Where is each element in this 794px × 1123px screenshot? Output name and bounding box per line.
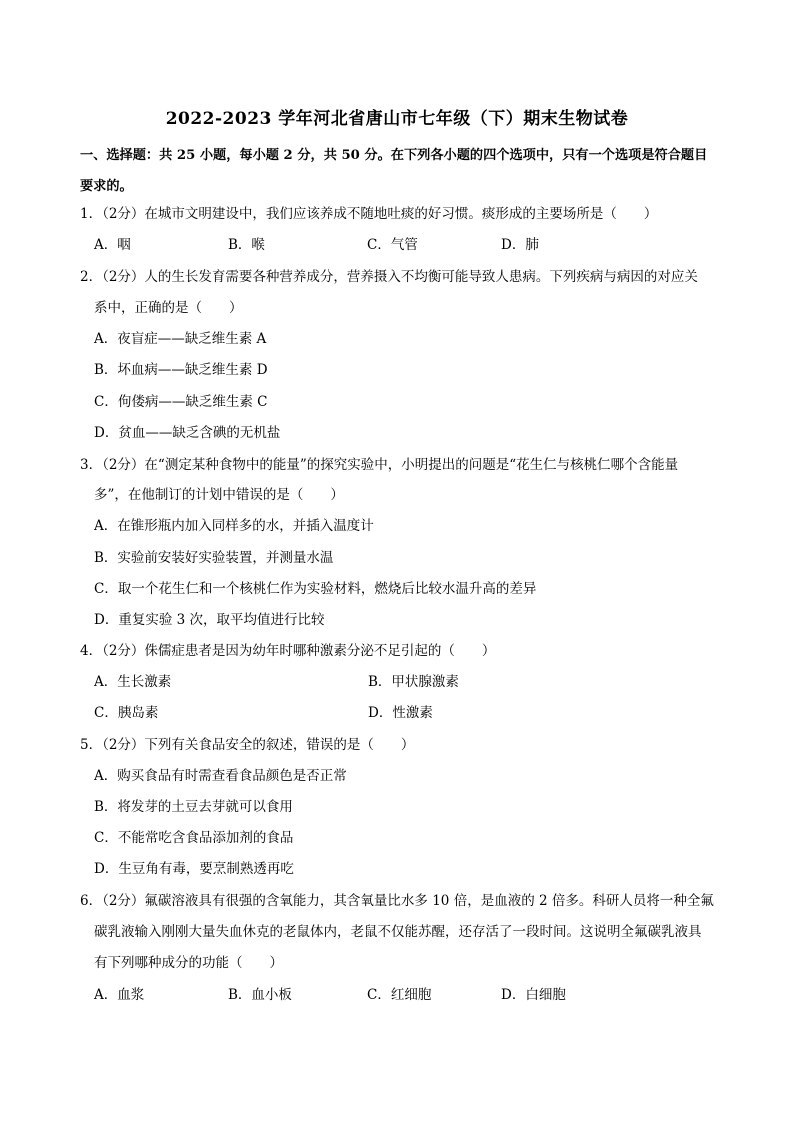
question-2-text-line-2: 系中，正确的是（ ） [94, 300, 243, 316]
question-1-option-d: D．肺 [501, 237, 539, 253]
question-6-text-line-1: 6．（2分）氟碳溶液具有很强的含氧能力，其含氧量比水多 10 倍，是血液的 2 倍多。科研人员将一种全氟 [80, 893, 714, 909]
question-6-text-line-2: 碳乳液输入刚刚大量失血休克的老鼠体内，老鼠不仅能苏醒，还存活了一段时间。这说明全氟碳乳液具 [94, 924, 702, 940]
exam-title: 2022-2023 学年河北省唐山市七年级（下）期末生物试卷 [165, 109, 629, 129]
question-3-option-c: C．取一个花生仁和一个核桃仁作为实验材料，燃烧后比较水温升高的差异 [94, 581, 537, 597]
question-6-text-line-3: 有下列哪种成分的功能（ ） [94, 955, 283, 971]
question-4-option-c: C．胰岛素 [94, 705, 159, 721]
question-3-option-d: D．重复实验 3 次，取平均值进行比较 [94, 612, 325, 628]
question-2-text-line-1: 2．（2分）人的生长发育需要各种营养成分，营养摄入不均衡可能导致人患病。下列疾病与病因的对应关 [80, 269, 698, 285]
question-5-option-d: D．生豆角有毒，要烹制熟透再吃 [94, 861, 294, 877]
question-4-option-a: A．生长激素 [94, 674, 172, 690]
question-4-text: 4．（2分）侏儒症患者是因为幼年时哪种激素分泌不足引起的（ ） [80, 643, 496, 659]
question-2-option-a: A．夜盲症——缺乏维生素 A [94, 331, 267, 347]
question-5-option-b: B．将发芽的土豆去芽就可以食用 [94, 799, 293, 815]
question-1-option-b: B．喉 [228, 237, 265, 253]
question-3-text-line-1: 3．（2分）在“测定某种食物中的能量”的探究实验中，小明提出的问题是“花生仁与核桃仁哪个含能量 [80, 457, 679, 473]
question-6-option-b: B．血小板 [228, 987, 292, 1003]
question-3-option-a: A．在锥形瓶内加入同样多的水，并插入温度计 [94, 518, 374, 534]
question-1-text: 1．（2分）在城市文明建设中，我们应该养成不随地吐痰的好习惯。痰形成的主要场所是（ ） [80, 206, 658, 222]
question-1-option-a: A．咽 [94, 237, 131, 253]
question-2-option-b: B．坏血病——缺乏维生素 D [94, 362, 268, 378]
question-6-option-d: D．白细胞 [501, 987, 566, 1003]
question-4-option-b: B．甲状腺激素 [368, 674, 459, 690]
question-5-option-c: C．不能常吃含食品添加剂的食品 [94, 830, 294, 846]
question-4-option-d: D．性激素 [368, 705, 433, 721]
question-3-text-line-2: 多”，在他制订的计划中错误的是（ ） [94, 487, 344, 503]
question-6-option-c: C．红细胞 [367, 987, 432, 1003]
question-5-text: 5．（2分）下列有关食品安全的叙述，错误的是（ ） [80, 737, 415, 753]
question-3-option-b: B．实验前安装好实验装置，并测量水温 [94, 550, 334, 566]
question-6-option-a: A．血浆 [94, 987, 145, 1003]
question-1-option-c: C．气管 [367, 237, 418, 253]
section-heading: 一、选择题：共 25 小题，每小题 2 分，共 50 分。在下列各小题的四个选项中，只有一个选项是符合题目要求的。 [80, 148, 708, 194]
question-2-option-c: C．佝偻病——缺乏维生素 C [94, 394, 268, 410]
question-2-option-d: D．贫血——缺乏含碘的无机盐 [94, 425, 281, 441]
question-5-option-a: A．购买食品有时需查看食品颜色是否正常 [94, 768, 347, 784]
